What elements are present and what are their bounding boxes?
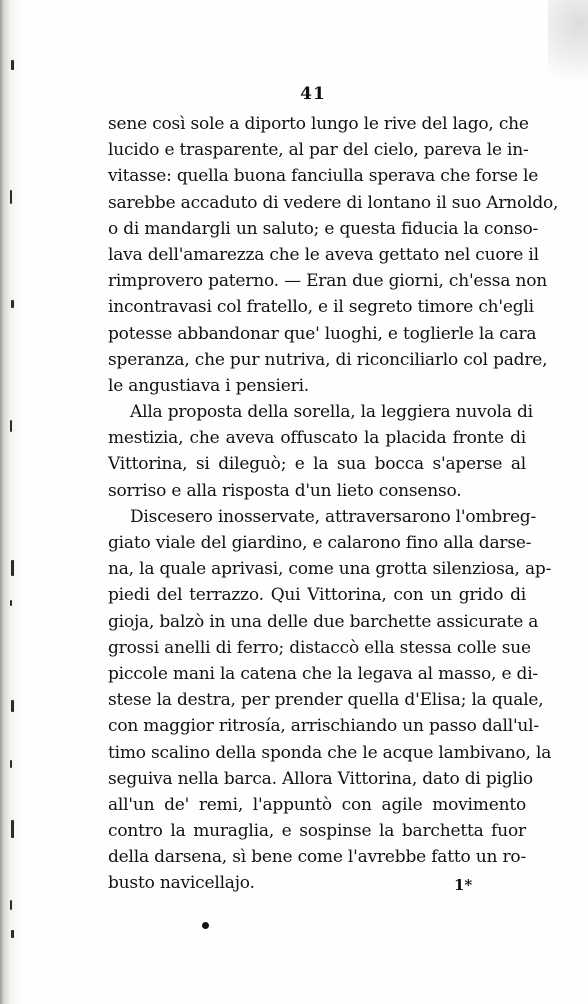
text-line: o di mandargli un saluto; e questa fiducia la conso- [108,218,539,239]
text-line: della darsena, sì bene come l'avrebbe fatto un ro- [108,847,526,868]
binding-mark [10,600,12,606]
text-line: piccole mani la catena che la legava al masso, e di- [108,663,538,684]
text-line: sarebbe accaduto di vedere di lontano il suo Arnoldo, [108,192,559,213]
binding-mark [11,300,14,308]
text-line: sorriso e alla risposta d'un lieto consenso. [108,480,462,501]
text-line: gioja, balzò in una delle due barchette assicurate a [108,611,539,632]
binding-mark [10,760,12,768]
ink-dot [202,922,209,929]
text-line: mestizia, che aveva offuscato la placida fronte di [108,428,526,449]
body-text [108,111,559,897]
text-line: contro la muraglia, e sospinse la barchetta fuor [108,821,526,842]
binding-mark [11,930,14,938]
binding-mark [10,420,12,432]
text-line: stese la destra, per prender quella d'Elisa; la quale, [108,690,544,711]
text-line: lucido e trasparente, al par del cielo, pareva le in- [108,140,529,161]
binding-mark [11,700,14,712]
binding-mark [10,190,12,204]
binding-mark [11,820,14,838]
text-line: Alla proposta della sorella, la leggiera nuvola di [130,402,533,423]
text-line: con maggior ritrosía, arrischiando un passo dall'ul- [108,716,539,737]
text-line: all'un de' remi, l'appuntò con agile movimento [108,794,526,815]
text-line: giato viale del giardino, e calarono fino alla darse- [108,533,532,553]
text-line: na, la quale aprivasi, come una grotta silenziosa, ap- [108,559,552,580]
page-number: 41 [300,84,326,104]
text-line: speranza, che pur nutriva, di riconciliarlo col padre, [108,349,548,370]
text-line: rimprovero paterno. — Eran due giorni, ch'essa non [108,271,548,292]
text-line: le angustiava i pensieri. [108,375,310,396]
text-line: timo scalino della sponda che le acque lambivano, la [108,742,552,763]
binding-mark [10,900,12,910]
text-line: sene così sole a diporto lungo le rive del lago, che [108,114,529,134]
text-line: vitasse: quella buona fanciulla sperava che forse le [108,166,539,187]
binding-mark [11,560,14,576]
binding-edge [0,0,22,1004]
binding-mark [11,60,14,70]
text-line: incontravasi col fratello, e il segreto timore ch'egli [108,297,534,318]
text-line: Discesero inosservate, attraversarono l'ombreg- [130,506,537,527]
text-line: seguiva nella barca. Allora Vittorina, dato di piglio [108,768,533,789]
text-line: piedi del terrazzo. Qui Vittorina, con un grido di [108,585,526,606]
text-line: grossi anelli di ferro; distaccò ella stessa colle sue [108,637,531,658]
text-line: Vittorina, si dileguò; e la sua bocca s'aperse al [108,454,526,475]
text-line: potesse abbandonar que' luoghi, e toglierle la cara [108,323,537,344]
signature-mark: 1* [454,876,473,894]
text-line: lava dell'amarezza che le aveva gettato nel cuore il [108,244,539,265]
text-line: busto navicellajo. [108,873,255,894]
